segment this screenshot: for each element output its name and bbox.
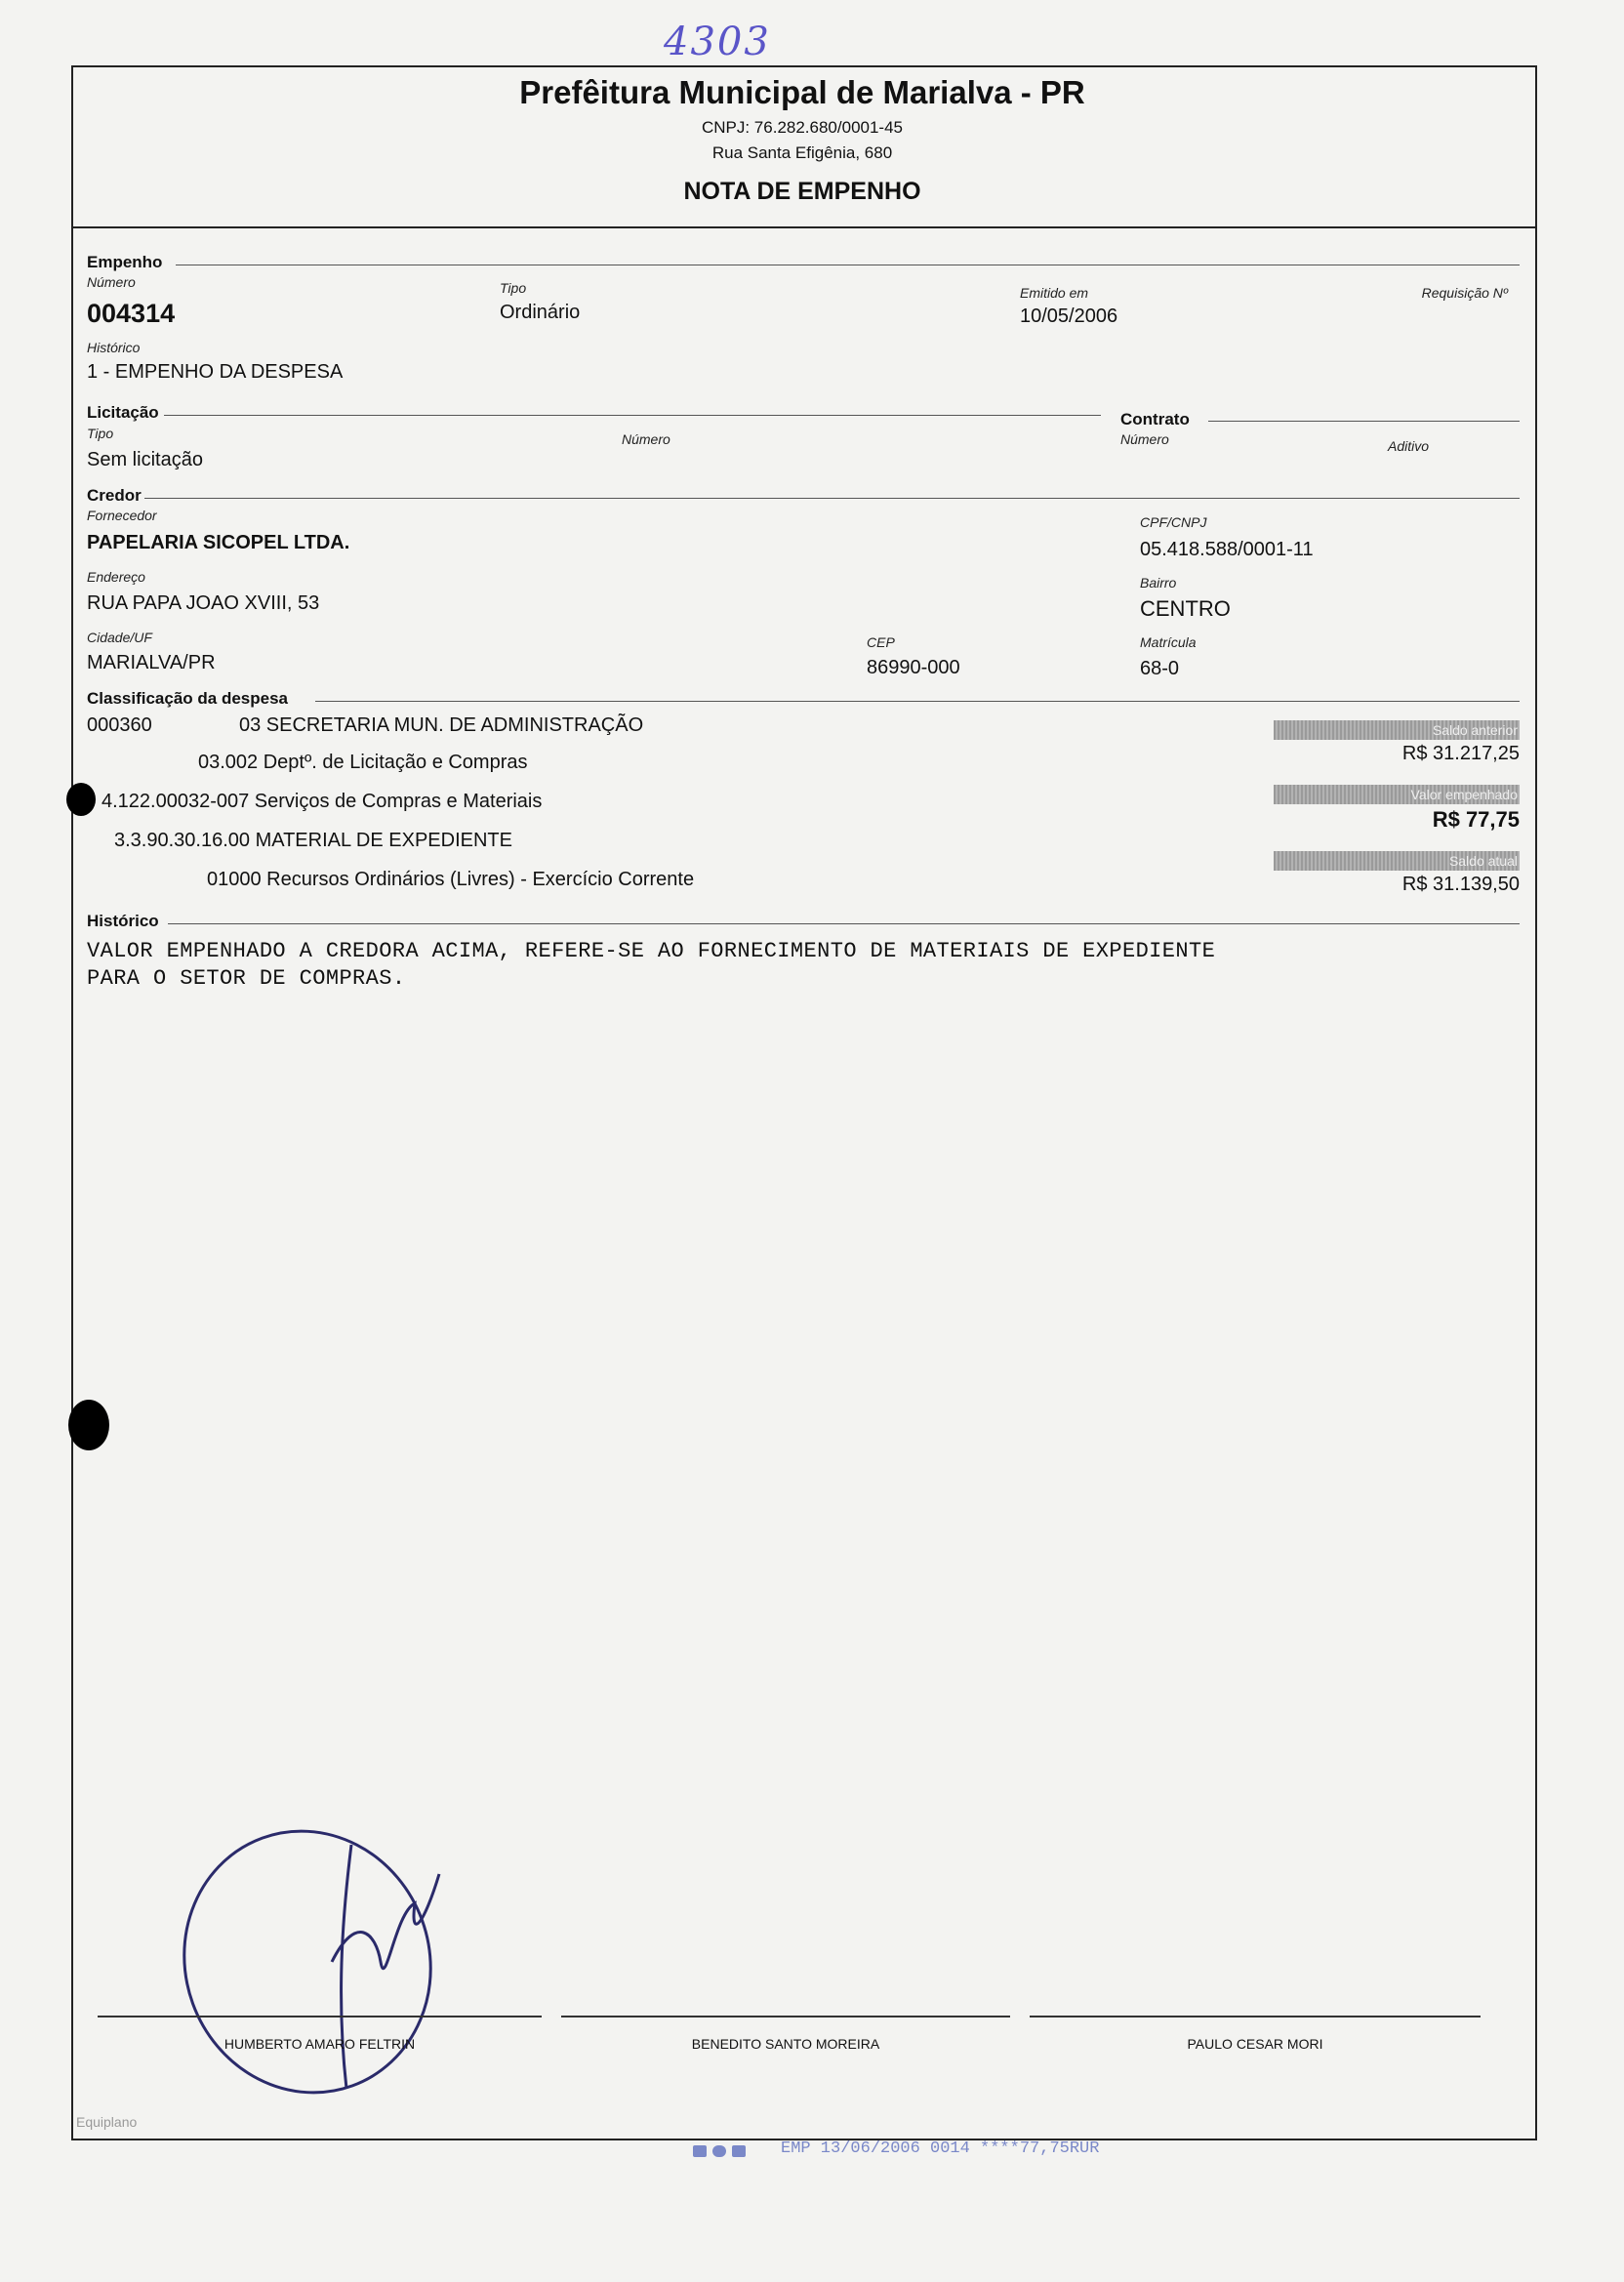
cpf-label: CPF/CNPJ [1140,514,1207,530]
saldo-anterior-value: R$ 31.217,25 [1401,743,1520,764]
cpf-value: 05.418.588/0001-11 [1140,539,1314,560]
cnpj-text: CNPJ: 76.282.680/0001-45 [701,118,904,137]
saldo-atual-label: Saldo atual [1274,851,1520,871]
section-rule [144,498,1520,499]
signature-name-1: HUMBERTO AMARO FELTRIN [223,2036,416,2052]
classificacao-line4: 3.3.90.30.16.00 MATERIAL DE EXPEDIENTE [114,830,512,851]
header-divider [71,226,1535,228]
page-title: Prefêitura Municipal de Marialva - PR [519,74,1085,110]
empenho-historico: 1 - EMPENHO DA DESPESA [87,361,344,383]
classificacao-code: 000360 [87,714,152,736]
numero-label: Número [87,274,136,290]
emitido-label: Emitido em [1020,285,1089,301]
stamp-icon [732,2145,746,2157]
bairro-label: Bairro [1140,575,1177,591]
section-rule [168,923,1520,924]
section-credor: Credor [87,486,142,505]
matricula-label: Matrícula [1140,634,1197,650]
document-type-title: NOTA DE EMPENHO [683,178,921,205]
requisicao-label: Requisição Nº [1421,285,1508,301]
empenho-tipo: Ordinário [500,302,581,323]
section-rule [315,701,1520,702]
cidade-label: Cidade/UF [87,630,152,645]
stamp-icon [712,2145,726,2157]
address-text: Rua Santa Efigênia, 680 [711,143,893,162]
punch-hole [68,1400,109,1450]
section-rule [164,415,1101,416]
section-empenho: Empenho [87,253,163,271]
section-licitacao: Licitação [87,403,159,422]
emitido-date: 10/05/2006 [1020,306,1118,327]
section-contrato: Contrato [1120,410,1190,428]
fornecedor-label: Fornecedor [87,508,157,523]
section-classificacao: Classificação da despesa [87,689,289,708]
handwritten-number: 4303 [664,20,771,64]
section-rule [1208,421,1520,422]
valor-empenhado-value: R$ 77,75 [1432,807,1520,832]
fornecedor-name: PAPELARIA SICOPEL LTDA. [87,532,350,553]
classificacao-line3: 4.122.00032-007 Serviços de Compras e Materiais [102,791,543,812]
signature-line [98,2016,542,2017]
classificacao-line2: 03.002 Deptº. de Licitação e Compras [198,752,528,773]
licitacao-tipo: Sem licitação [87,449,203,470]
signature-line [1030,2016,1481,2017]
empenho-numero: 004314 [87,299,176,328]
historico-line2: PARA O SETOR DE COMPRAS. [87,966,406,991]
signature-name-3: PAULO CESAR MORI [1187,2036,1323,2052]
historico-line1: VALOR EMPENHADO A CREDORA ACIMA, REFERE-SE AO FORNECIMENTO DE MATERIAIS DE EXPEDIENTE [87,939,1216,963]
endereco-label: Endereço [87,569,145,585]
licitacao-tipo-label: Tipo [87,426,114,441]
tipo-label: Tipo [500,280,527,296]
software-name: Equiplano [76,2114,138,2130]
endereco-value: RUA PAPA JOAO XVIII, 53 [87,592,320,614]
saldo-anterior-label: Saldo anterior [1274,720,1520,740]
saldo-atual-value: R$ 31.139,50 [1401,874,1520,895]
signature-line [561,2016,1010,2017]
cep-label: CEP [867,634,895,650]
historico-label: Histórico [87,340,141,355]
aditivo-label: Aditivo [1388,438,1430,454]
classificacao-line5: 01000 Recursos Ordinários (Livres) - Exercício Corrente [207,869,695,890]
contrato-numero-label: Número [1120,431,1169,447]
bairro-value: CENTRO [1140,596,1231,621]
signature-name-2: BENEDITO SANTO MOREIRA [691,2036,880,2052]
section-historico: Histórico [87,912,159,930]
licitacao-numero-label: Número [622,431,670,447]
register-stamp: EMP 13/06/2006 0014 ****77,75RUR [781,2139,1100,2158]
cep-value: 86990-000 [867,657,960,678]
cidade-value: MARIALVA/PR [87,652,216,673]
punch-hole [66,783,96,816]
valor-empenhado-label: Valor empenhado [1274,785,1520,804]
classificacao-line1: 03 SECRETARIA MUN. DE ADMINISTRAÇÃO [239,714,644,736]
signature-scribble [146,1806,468,2128]
matricula-value: 68-0 [1140,658,1180,679]
stamp-icon [693,2145,707,2157]
